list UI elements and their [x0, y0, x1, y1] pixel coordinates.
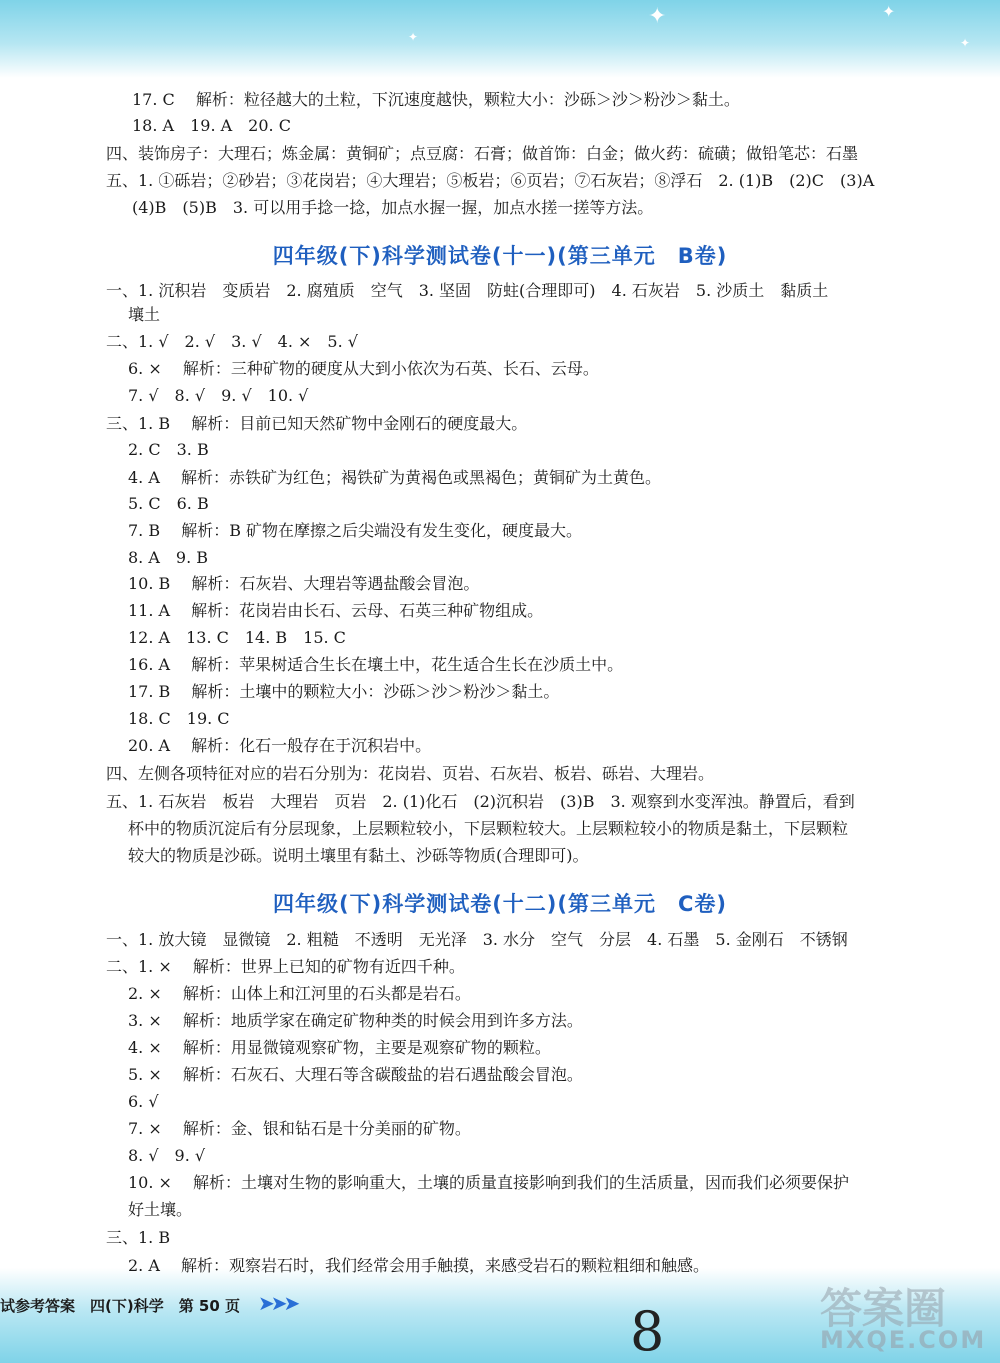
- answer-line: 20. A 解析：化石一般存在于沉积岩中。: [128, 736, 432, 755]
- sparkle-icon: ✦: [648, 4, 667, 29]
- answer-line: 5. C 6. B: [128, 494, 209, 513]
- answer-line: 五、1. 石灰岩 板岩 大理岩 页岩 2. (1)化石 (2)沉积岩 (3)B 3. 观察到水变浑浊。静置后，看到: [106, 792, 855, 811]
- watermark-logo: 答案圈: [820, 1284, 947, 1333]
- test-heading-12: 四年级(下)科学测试卷(十二)(第三单元 C卷): [273, 892, 727, 916]
- answer-line: 18. A 19. A 20. C: [132, 116, 291, 135]
- arrow-decoration-icon: ➤➤➤: [258, 1291, 297, 1315]
- answer-line: 6. × 解析：三种矿物的硬度从大到小依次为石英、长石、云母。: [128, 359, 599, 378]
- answer-line: 8. A 9. B: [128, 548, 209, 567]
- answer-line: 16. A 解析：苹果树适合生长在壤土中，花生适合生长在沙质土中。: [128, 655, 624, 674]
- answer-line: 4. A 解析：赤铁矿为红色；褐铁矿为黄褐色或黑褐色；黄铜矿为土黄色。: [128, 468, 661, 487]
- answer-line: 杯中的物质沉淀后有分层现象，上层颗粒较小，下层颗粒较大。上层颗粒较小的物质是黏土，下层颗粒: [128, 819, 849, 838]
- answer-line: 17. B 解析：土壤中的颗粒大小：沙砾＞沙＞粉沙＞黏土。: [128, 682, 560, 701]
- answer-line: 二、1. × 解析：世界上已知的矿物有近四千种。: [106, 957, 465, 976]
- answer-line: 五、1. ①砾岩；②砂岩；③花岗岩；④大理岩；⑤板岩；⑥页岩；⑦石灰岩；⑧浮石 2. (1)B (2)C (3)A: [106, 171, 875, 190]
- answer-line: 11. A 解析：花岗岩由长石、云母、石英三种矿物组成。: [128, 601, 544, 620]
- answer-line: 三、1. B: [106, 1228, 171, 1247]
- answer-line: 5. × 解析：石灰石、大理石等含碳酸盐的岩石遇盐酸会冒泡。: [128, 1065, 583, 1084]
- answer-line: 18. C 19. C: [128, 709, 230, 728]
- handwritten-mark: 8: [630, 1300, 665, 1363]
- page-footer: 试参考答案 四(下)科学 第 50 页: [0, 1297, 241, 1315]
- answer-line: 二、1. √ 2. √ 3. √ 4. × 5. √: [106, 332, 358, 351]
- top-decorative-band: [0, 0, 1000, 78]
- answer-line: 三、1. B 解析：目前已知天然矿物中金刚石的硬度最大。: [106, 414, 528, 433]
- answer-line: 2. C 3. B: [128, 440, 209, 459]
- answer-line: 8. √ 9. √: [128, 1146, 206, 1165]
- answer-line: 6. √: [128, 1092, 159, 1111]
- watermark-url: MXQE.COM: [820, 1326, 987, 1354]
- sparkle-icon: ✦: [408, 30, 419, 44]
- answer-line: 一、1. 沉积岩 变质岩 2. 腐殖质 空气 3. 坚固 防蛀(合理即可) 4. 石灰岩 5. 沙质土 黏质土: [106, 281, 829, 300]
- answer-line: 17. C 解析：粒径越大的土粒，下沉速度越快，颗粒大小：沙砾＞沙＞粉沙＞黏土。: [132, 90, 740, 109]
- answer-line: 7. B 解析：B 矿物在摩擦之后尖端没有发生变化，硬度最大。: [128, 521, 583, 540]
- answer-line: 7. × 解析：金、银和钻石是十分美丽的矿物。: [128, 1119, 471, 1138]
- answer-line: 3. × 解析：地质学家在确定矿物种类的时候会用到许多方法。: [128, 1011, 583, 1030]
- answer-line: 2. × 解析：山体上和江河里的石头都是岩石。: [128, 984, 471, 1003]
- answer-line: 10. B 解析：石灰岩、大理岩等遇盐酸会冒泡。: [128, 574, 480, 593]
- answer-line: 4. × 解析：用显微镜观察矿物，主要是观察矿物的颗粒。: [128, 1038, 551, 1057]
- answer-line: (4)B (5)B 3. 可以用手捻一捻，加点水握一握，加点水搓一搓等方法。: [132, 198, 654, 217]
- answer-line: 较大的物质是沙砾。说明土壤里有黏土、沙砾等物质(合理即可)。: [128, 846, 589, 865]
- answer-line: 2. A 解析：观察岩石时，我们经常会用手触摸，来感受岩石的颗粒粗细和触感。: [128, 1256, 709, 1275]
- answer-line: 四、左侧各项特征对应的岩石分别为：花岗岩、页岩、石灰岩、板岩、砾岩、大理岩。: [106, 764, 715, 783]
- answer-line: 7. √ 8. √ 9. √ 10. √: [128, 386, 309, 405]
- answer-line: 12. A 13. C 14. B 15. C: [128, 628, 346, 647]
- test-heading-11: 四年级(下)科学测试卷(十一)(第三单元 B卷): [272, 244, 728, 268]
- answer-line: 10. × 解析：土壤对生物的影响重大，土壤的质量直接影响到我们的生活质量，因而我们必须要保护: [128, 1173, 850, 1192]
- answer-line: 好土壤。: [128, 1200, 193, 1219]
- sparkle-icon: ✦: [882, 2, 896, 21]
- sparkle-icon: ✦: [960, 36, 971, 50]
- answer-line: 一、1. 放大镜 显微镜 2. 粗糙 不透明 无光泽 3. 水分 空气 分层 4. 石墨 5. 金刚石 不锈钢: [106, 930, 848, 949]
- answer-line: 壤土: [128, 305, 161, 324]
- answer-line: 四、装饰房子：大理石；炼金属：黄铜矿；点豆腐：石膏；做首饰：白金；做火药：硫磺；做铅笔芯：石墨: [106, 144, 859, 163]
